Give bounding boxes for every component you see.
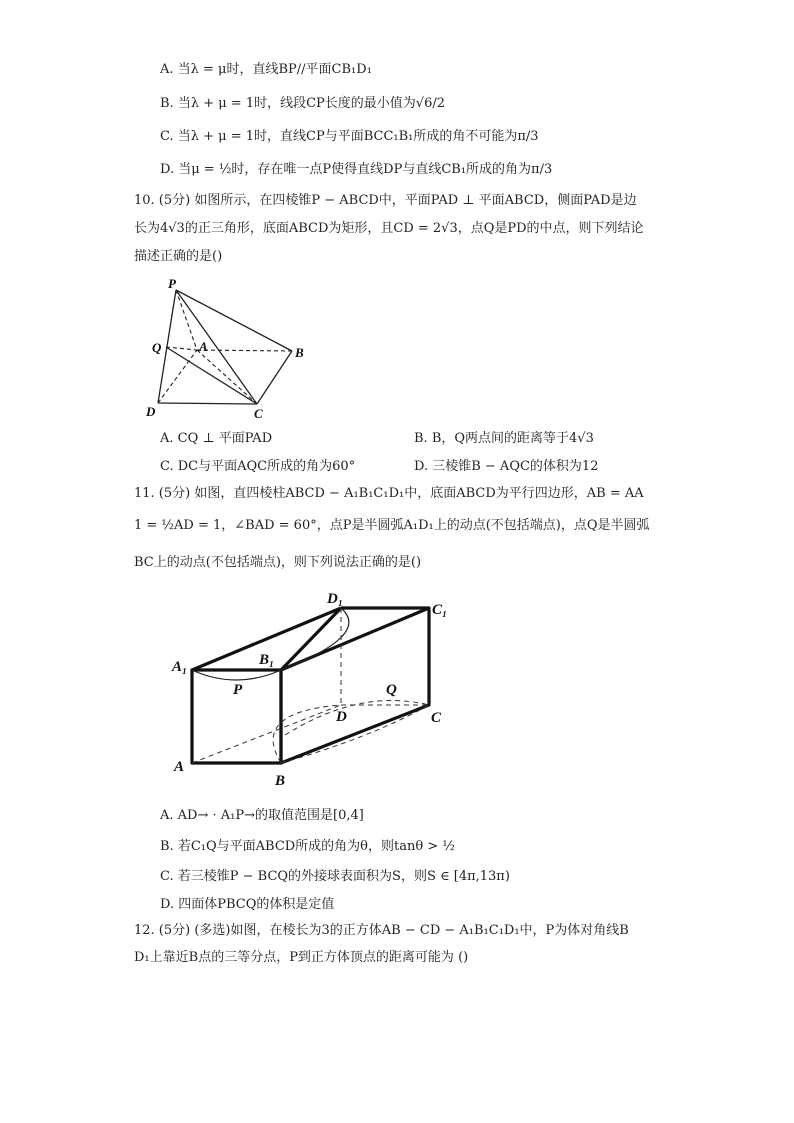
q10-label-a: A — [199, 339, 208, 354]
q12-stem-line1: 12. (5分) (多选)如图，在棱长为3的正方体AB − CD − A₁B₁C₁D₁中，P为体对角线B — [134, 923, 629, 938]
q10-label-b: B — [295, 345, 304, 360]
q12-stem-line2: D₁上靠近B点的三等分点，P到正方体顶点的距离可能为 () — [134, 950, 469, 965]
q10-option-a: A. CQ ⊥ 平面PAD — [160, 431, 273, 446]
q9-option-d: D. 当μ = ½时，存在唯一点P使得直线DP与直线CB₁所成的角为π/3 — [160, 162, 553, 177]
q11-stem-line2: 1 = ½AD = 1，∠BAD = 60°，点P是半圆弧A₁D₁上的动点(不包括端点)，点Q是半圆弧 — [134, 518, 650, 533]
q11-label-d1: D₁ — [327, 591, 344, 607]
q11-label-c: C — [431, 710, 442, 726]
q11-option-c: C. 若三棱锥P − BCQ的外接球表面积为S，则S ∈ [4π,13π) — [160, 869, 510, 884]
q11-label-p: P — [233, 682, 243, 698]
q9-option-c: C. 当λ + μ = 1时，直线CP与平面BCC₁B₁所成的角不可能为π/3 — [160, 129, 539, 144]
q11-label-a: A — [174, 759, 185, 775]
q10-label-c: C — [254, 406, 263, 421]
q11-label-a1: A₁ — [172, 659, 188, 675]
q11-option-a: A. AD→ · A₁P→的取值范围是[0,4] — [160, 808, 364, 823]
q10-stem-line1: 10. (5分) 如图所示，在四棱锥P − ABCD中，平面PAD ⊥ 平面ABCD，侧面PAD是边 — [134, 193, 637, 208]
q10-stem-line2: 长为4√3的正三角形，底面ABCD为矩形，且CD = 2√3，点Q是PD的中点，则下列结论 — [134, 221, 644, 236]
q11-label-c1: C₁ — [432, 602, 448, 618]
q9-option-b: B. 当λ + μ = 1时，线段CP长度的最小值为√6/2 — [160, 96, 445, 111]
q11-label-d: D — [336, 709, 347, 725]
q10-stem-line3: 描述正确的是() — [134, 249, 223, 264]
q11-stem-line3: BC上的动点(不包括端点)，则下列说法正确的是() — [134, 555, 422, 570]
q10-label-q: Q — [152, 340, 162, 355]
q10-label-d: D — [146, 404, 156, 419]
q9-option-a: A. 当λ = μ时，直线BP//平面CB₁D₁ — [160, 62, 372, 77]
q11-label-q: Q — [386, 682, 397, 698]
q10-option-c: C. DC与平面AQC所成的角为60° — [160, 459, 356, 474]
q11-option-b: B. 若C₁Q与平面ABCD所成的角为θ，则tanθ > ½ — [160, 839, 455, 854]
q10-option-d: D. 三棱锥B − AQC的体积为12 — [414, 459, 599, 474]
q10-option-b: B. B，Q两点间的距离等于4√3 — [414, 431, 594, 446]
q11-label-b1: B₁ — [259, 652, 275, 668]
q11-label-b: B — [275, 773, 286, 789]
q11-stem-line1: 11. (5分) 如图，直四棱柱ABCD − A₁B₁C₁D₁中，底面ABCD为平行四边形，AB = AA — [134, 486, 644, 501]
q11-option-d: D. 四面体PBCQ的体积是定值 — [160, 897, 335, 912]
q10-label-p: P — [168, 276, 176, 291]
